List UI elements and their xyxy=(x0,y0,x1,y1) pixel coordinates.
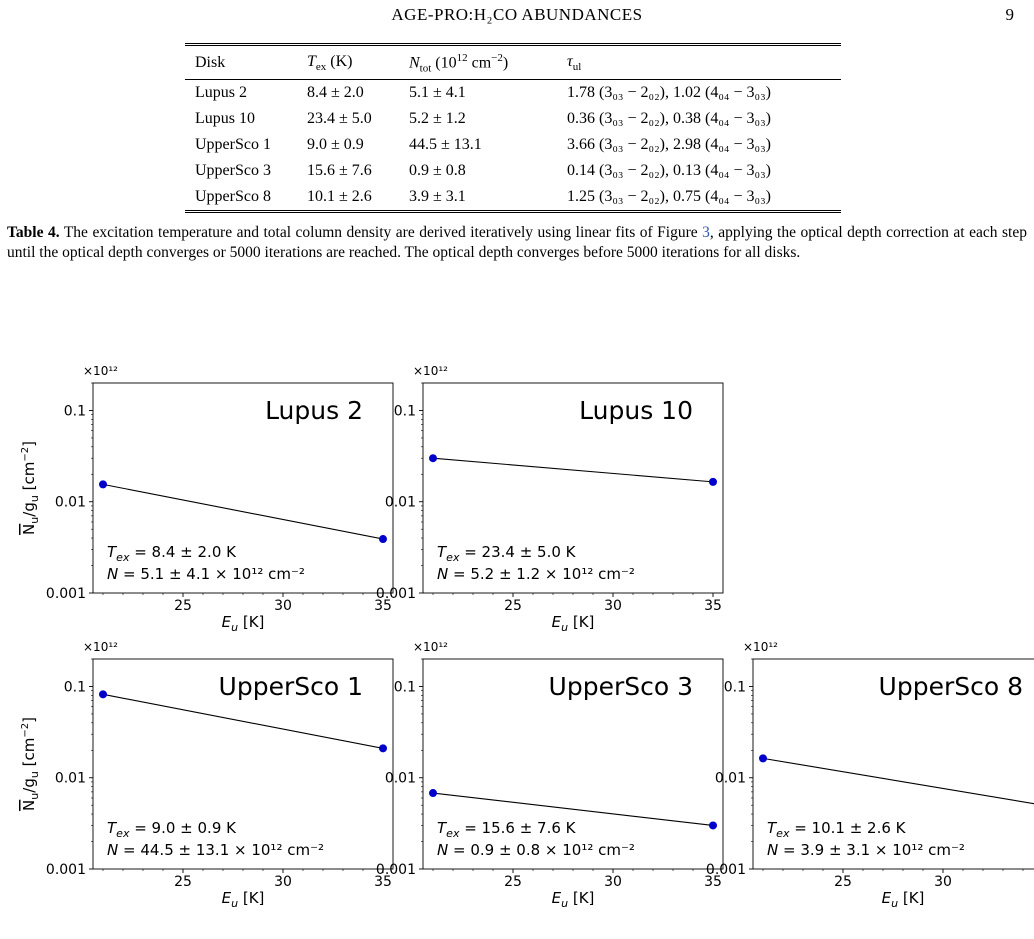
y-axis-label: $N_u/g_u$ $[cm^{-2}]$ xyxy=(20,441,41,535)
x-tick-label: 35 xyxy=(704,874,722,890)
caption-text-end: , applying the optical depth correction at each step until the optical depth converges or 5000 iterations are reached. The optical depth converges before 5000 iterations for all disks. xyxy=(7,224,1027,261)
x-tick-label: 35 xyxy=(374,874,392,890)
y-axis-label: $N_u/g_u$ $[cm^{-2}]$ xyxy=(20,717,41,811)
axis-multiplier: ×10¹² xyxy=(413,640,448,654)
cell-disk: Lupus 2 xyxy=(195,83,247,101)
panel-title: UpperSco 3 xyxy=(548,672,693,701)
cell-tex: 15.6 ± 7.6 xyxy=(307,161,372,179)
table-row xyxy=(185,184,841,212)
caption-text: The excitation temperature and total column density are derived iteratively using linear fits of Figure xyxy=(59,224,703,241)
tex-annotation: $T_{ex} = 8.4 \pm 2.0$ K xyxy=(107,543,236,564)
table-header-row xyxy=(185,45,841,80)
x-axis-label: $E_u$ [K] xyxy=(551,613,595,634)
cell-tau: 0.14 (3₀₃ − 2₀₂), 0.13 (4₀₄ − 3₀₃) xyxy=(567,161,771,179)
cell-tex: 9.0 ± 0.9 xyxy=(307,135,364,153)
axis-multiplier: ×10¹² xyxy=(83,364,118,378)
x-tick-label: 25 xyxy=(504,598,522,614)
col-tau: $\tau_{ul}$ xyxy=(567,53,582,74)
panel-title: UpperSco 1 xyxy=(218,672,363,701)
page-number: 9 xyxy=(1005,5,1014,24)
y-tick-label: 0.1 xyxy=(63,679,86,696)
cell-tau: 1.25 (3₀₃ − 2₀₂), 0.75 (4₀₄ − 3₀₃) xyxy=(567,187,771,205)
cell-tex: 10.1 ± 2.6 xyxy=(307,187,372,205)
cell-disk: UpperSco 1 xyxy=(195,135,271,153)
x-axis-label: $E_u$ [K] xyxy=(551,889,595,910)
x-tick-label: 25 xyxy=(174,598,192,614)
n-annotation: N = 44.5 ± 13.1 × 10¹² cm⁻² xyxy=(107,841,325,859)
cell-tau: 1.78 (3₀₃ − 2₀₂), 1.02 (4₀₄ − 3₀₃) xyxy=(567,83,771,101)
cell-ntot: 5.1 ± 4.1 xyxy=(409,83,466,101)
x-tick-label: 35 xyxy=(374,598,392,614)
n-annotation: N = 5.1 ± 4.1 × 10¹² cm⁻² xyxy=(107,565,305,583)
col-ntot: $N_{tot}$ ($10^{12}$ $cm^{-2}$) xyxy=(409,52,509,75)
cell-tex: 8.4 ± 2.0 xyxy=(307,83,364,101)
x-tick-label: 30 xyxy=(604,598,622,614)
n-annotation: N = 5.2 ± 1.2 × 10¹² cm⁻² xyxy=(437,565,635,583)
table-row xyxy=(185,132,841,158)
data-point xyxy=(379,744,387,752)
data-point xyxy=(429,789,437,797)
x-axis-label: $E_u$ [K] xyxy=(221,613,265,634)
abundance-table xyxy=(185,43,841,213)
axis-multiplier: ×10¹² xyxy=(743,640,778,654)
panel-title: UpperSco 8 xyxy=(878,672,1023,701)
x-tick-label: 30 xyxy=(274,598,292,614)
tex-annotation: $T_{ex} = 23.4 \pm 5.0$ K xyxy=(437,543,576,564)
y-tick-label: 0.001 xyxy=(45,586,86,602)
chart-panel xyxy=(376,640,723,910)
x-tick-label: 25 xyxy=(174,874,192,890)
tex-annotation: $T_{ex} = 10.1 \pm 2.6$ K xyxy=(767,819,906,840)
y-tick-label: 0.01 xyxy=(384,494,416,511)
cell-tau: 3.66 (3₀₃ − 2₀₂), 2.98 (4₀₄ − 3₀₃) xyxy=(567,135,771,153)
y-tick-label: 0.1 xyxy=(63,403,86,420)
n-annotation: N = 3.9 ± 3.1 × 10¹² cm⁻² xyxy=(767,841,965,859)
cell-ntot: 3.9 ± 3.1 xyxy=(409,187,466,205)
page-header xyxy=(0,5,1034,29)
cell-ntot: 44.5 ± 13.1 xyxy=(409,135,482,153)
x-tick-label: 30 xyxy=(604,874,622,890)
rotation-diagram-figure xyxy=(0,330,1034,939)
cell-tex: 23.4 ± 5.0 xyxy=(307,109,372,127)
panel-title: Lupus 2 xyxy=(265,396,363,425)
y-tick-label: 0.001 xyxy=(375,862,416,878)
data-point xyxy=(99,690,107,698)
cell-disk: UpperSco 8 xyxy=(195,187,271,205)
y-tick-label: 0.1 xyxy=(393,403,416,420)
col-disk: Disk xyxy=(195,54,226,72)
cell-disk: Lupus 10 xyxy=(195,109,255,127)
y-tick-label: 0.001 xyxy=(45,862,86,878)
figure-ref-link[interactable]: 3 xyxy=(702,224,710,241)
y-tick-label: 0.1 xyxy=(723,679,746,696)
data-point xyxy=(759,754,767,762)
panel-title: Lupus 10 xyxy=(579,396,693,425)
caption-label: Table 4. xyxy=(7,224,60,241)
x-tick-label: 25 xyxy=(834,874,852,890)
data-point xyxy=(379,535,387,543)
chart-panel xyxy=(706,640,1034,910)
y-tick-label: 0.1 xyxy=(393,679,416,696)
cell-ntot: 5.2 ± 1.2 xyxy=(409,109,466,127)
y-tick-label: 0.01 xyxy=(384,770,416,787)
x-tick-label: 30 xyxy=(934,874,952,890)
y-tick-label: 0.001 xyxy=(705,862,746,878)
cell-tau: 0.36 (3₀₃ − 2₀₂), 0.38 (4₀₄ − 3₀₃) xyxy=(567,109,771,127)
data-point xyxy=(709,478,717,486)
tex-annotation: $T_{ex} = 9.0 \pm 0.9$ K xyxy=(107,819,236,840)
table-row xyxy=(185,79,841,106)
y-tick-label: 0.01 xyxy=(714,770,746,787)
axis-multiplier: ×10¹² xyxy=(413,364,448,378)
running-title: AGE-PRO:H₂CO ABUNDANCES xyxy=(391,5,643,24)
table-caption xyxy=(7,223,1027,263)
x-tick-label: 30 xyxy=(274,874,292,890)
cell-ntot: 0.9 ± 0.8 xyxy=(409,161,466,179)
n-annotation: N = 0.9 ± 0.8 × 10¹² cm⁻² xyxy=(437,841,635,859)
data-point xyxy=(429,454,437,462)
x-axis-label: $E_u$ [K] xyxy=(221,889,265,910)
table-row xyxy=(185,158,841,184)
table-row xyxy=(185,106,841,132)
data-point xyxy=(709,821,717,829)
y-tick-label: 0.01 xyxy=(54,770,86,787)
tex-annotation: $T_{ex} = 15.6 \pm 7.6$ K xyxy=(437,819,576,840)
y-tick-label: 0.01 xyxy=(54,494,86,511)
x-tick-label: 35 xyxy=(704,598,722,614)
col-tex: $T_{ex}$ (K) xyxy=(307,53,353,74)
chart-panel xyxy=(20,640,393,910)
chart-panel xyxy=(376,364,723,634)
chart-panel xyxy=(20,364,393,634)
x-tick-label: 25 xyxy=(504,874,522,890)
cell-disk: UpperSco 3 xyxy=(195,161,271,179)
x-axis-label: $E_u$ [K] xyxy=(881,889,925,910)
data-point xyxy=(99,480,107,488)
axis-multiplier: ×10¹² xyxy=(83,640,118,654)
y-tick-label: 0.001 xyxy=(375,586,416,602)
